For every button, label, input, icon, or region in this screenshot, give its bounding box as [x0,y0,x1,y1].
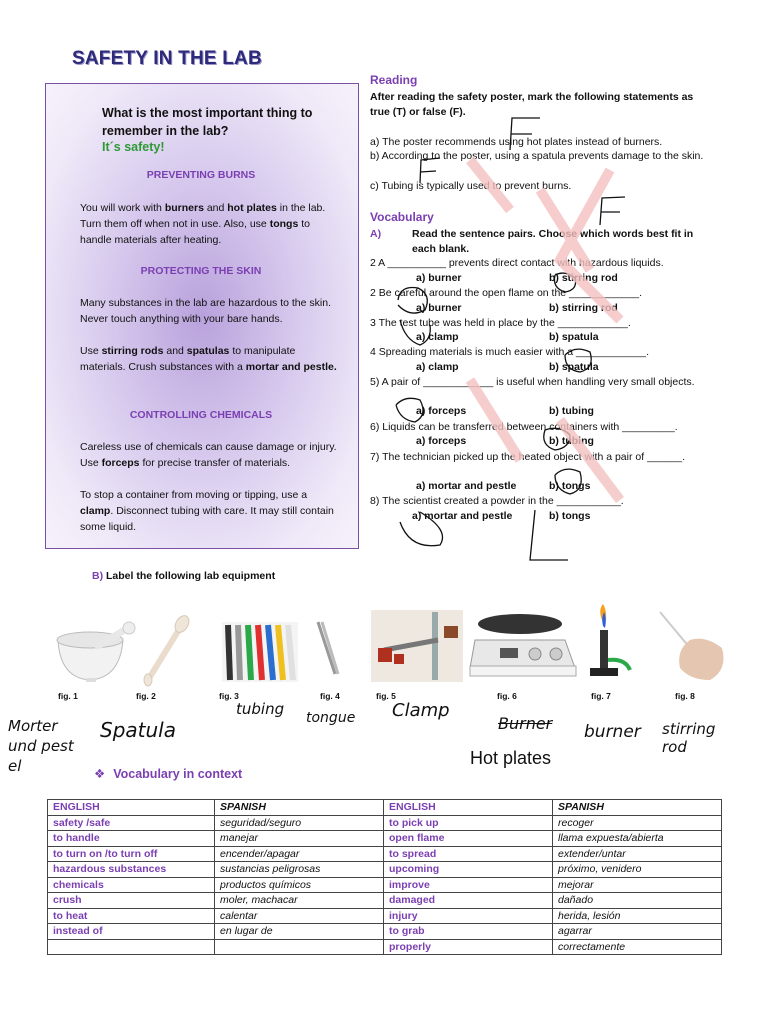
poster-question: What is the most important thing to remember in the lab? [102,106,313,138]
table-row: safety /safe seguridad/seguro to pick up recoger [48,815,722,831]
vocab-a-label: A) [370,228,382,240]
reading-item: c) Tubing is typically used to prevent burns. [370,180,572,192]
fig-label: fig. 3 [219,691,239,701]
handwritten-answer: tongue [306,710,356,726]
skin-paragraph-2: Use stirring rods and spatulas to manipulate materials. Crush substances with a mortar and pestle. [80,345,337,373]
vocab-option-b[interactable]: b) spatula [549,331,599,343]
fig-label: fig. 2 [136,691,156,701]
vocab-option-a[interactable]: a) mortar and pestle [416,480,517,492]
table-row: hazardous substances sustancias peligrosas upcoming próximo, venidero [48,862,722,878]
clamp-image [371,610,463,682]
hot-plates-label: Hot plates [470,748,552,768]
vocab-question: 2 Be careful around the open flame on the ____________. [370,287,643,299]
stirring-rod-image [660,612,724,680]
spatula-image [144,613,192,686]
vocabulary-context-heading: ❖ Vocabulary in context [94,767,243,781]
reading-heading: Reading [370,73,418,87]
vocab-option-a[interactable]: a) clamp [416,361,459,373]
fig-label: fig. 6 [497,691,517,701]
mortar-pestle-image [57,622,135,682]
vocab-option-b[interactable]: b) stirring rod [549,272,618,284]
skin-paragraph-1: Many substances in the lab are hazardous to the skin. Never touch anything with your bare hands. [80,297,331,325]
reading-item: a) The poster recommends using hot plates instead of burners. [370,136,663,148]
handwritten-answer: stirring rod [662,720,716,756]
chem-paragraph-1: Careless use of chemicals can cause damage or injury. Use forceps for precise transfer of materials. [80,441,337,469]
red-f-marks [470,160,620,500]
bunsen-burner-image [590,604,630,676]
heading-preventing-burns: PREVENTING BURNS [146,169,256,181]
vocab-option-b[interactable]: b) tongs [549,480,591,492]
table-row: crush moler, machacar damaged dañado [48,893,722,909]
handwritten-answer: tubing [236,700,285,718]
fig-label: fig. 7 [591,691,611,701]
vocab-option-a[interactable]: a) burner [416,272,462,284]
vocab-question: 7) The technician picked up the heated object with a pair of ______. [370,451,686,463]
handwritten-answer: Spatula [100,718,176,742]
forceps-image [318,622,338,674]
fig-label: fig. 4 [320,691,340,701]
table-row: properly correctamente [48,939,722,955]
vocab-option-b[interactable]: b) tubing [549,405,594,417]
table-row: to heat calentar injury herida, lesión [48,908,722,924]
vocab-option-b[interactable]: b) tongs [549,510,591,522]
handwritten-answer-crossed: Burner [498,714,553,733]
vocab-option-a[interactable]: a) mortar and pestle [412,510,513,522]
vocab-question: 8) The scientist created a powder in the ___________. [370,495,624,507]
vocabulary-heading: Vocabulary [370,210,434,224]
vocab-option-a[interactable]: a) forceps [416,405,467,417]
label-equipment-heading: B) Label the following lab equipment [92,570,276,582]
vocabulary-table [47,799,722,955]
table-row: instead of en lugar de to grab agarrar [48,924,722,940]
vocab-question: 2 A __________ prevents direct contact with hazardous liquids. [370,257,664,269]
reading-instruction: After reading the safety poster, mark the following statements as true (T) or false (F). [370,91,694,118]
burns-paragraph: You will work with burners and hot plates in the lab. Turn them off when not in use. Also, use tongs to handle materials after heating. [80,202,326,246]
vocab-option-b[interactable]: b) spatula [549,361,599,373]
vocab-option-b[interactable]: b) stirring rod [549,302,618,314]
hot-plate-image [470,614,576,676]
page-title: SAFETY IN THE LAB [72,48,262,69]
table-row: to handle manejar open flame llama expuesta/abierta [48,831,722,847]
tubing-image [222,622,298,682]
vocab-option-b[interactable]: b) tubing [549,435,594,447]
reading-item: b) According to the poster, using a spatula prevents damage to the skin. [370,150,704,162]
fig-label: fig. 8 [675,691,695,701]
poster-answer: It´s safety! [102,140,165,154]
handwritten-answer: Clamp [392,700,450,721]
fig-label: fig. 1 [58,691,78,701]
vocab-instruction: Read the sentence pairs. Choose which words best fit in each blank. [412,228,694,255]
table-row: chemicals productos químicos improve mejorar [48,877,722,893]
table-header-row: ENGLISH SPANISH ENGLISH SPANISH [48,800,722,816]
vocab-option-a[interactable]: a) forceps [416,435,467,447]
heading-protecting-skin: PROTECTING THE SKIN [140,265,262,277]
fig-label: fig. 5 [376,691,396,701]
diamond-bullet-icon: ❖ [94,767,106,781]
handwritten-answer: Morter und pest el [8,717,74,775]
vocab-question: 3 The test tube was held in place by the ____________. [370,317,631,329]
vocab-question: 5) A pair of ____________ is useful when handling very small objects. [370,376,695,388]
vocab-option-a[interactable]: a) clamp [416,331,459,343]
vocab-question: 6) Liquids can be transferred between containers with _________. [370,421,678,433]
chem-paragraph-2: To stop a container from moving or tipping, use a clamp. Disconnect tubing with care. It may still contain some liquid. [80,489,334,533]
table-row: to turn on /to turn off encender/apagar to spread extender/untar [48,846,722,862]
vocab-question: 4 Spreading materials is much easier with a ____________. [370,346,650,358]
heading-controlling-chemicals: CONTROLLING CHEMICALS [129,409,273,421]
vocab-option-a[interactable]: a) burner [416,302,462,314]
handwritten-answer: burner [584,722,641,742]
handwritten-marks [396,118,625,560]
